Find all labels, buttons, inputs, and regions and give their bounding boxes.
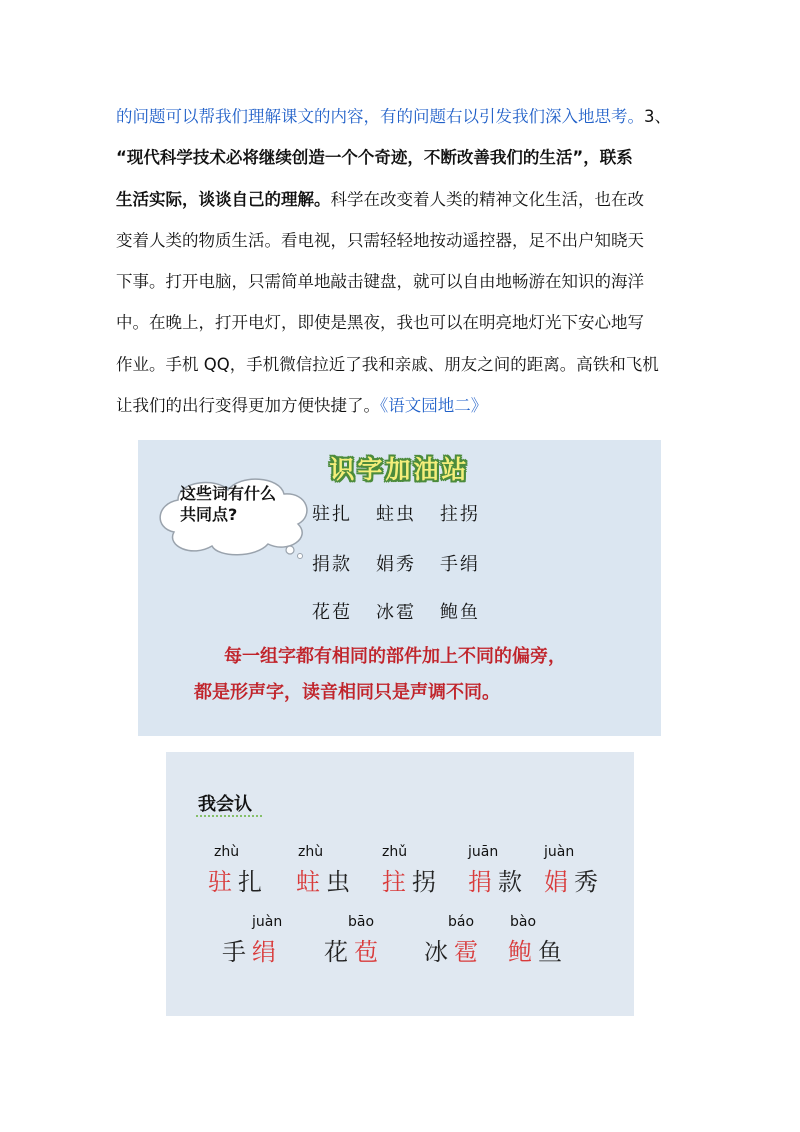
title-underline (196, 815, 262, 817)
word-baoyu (508, 914, 578, 976)
word: 冰雹 (376, 602, 416, 623)
slide-title: 我会认 (198, 794, 252, 815)
word-huabao (324, 914, 394, 976)
slide-literacy-station (138, 440, 661, 736)
word: 花苞 (312, 602, 352, 623)
answer-text: 作业。手机 QQ，手机微信拉近了我和亲戚、朋友之间的距离。高铁和飞机 (116, 354, 659, 374)
paragraph-line-8 (116, 385, 696, 426)
paragraph (116, 96, 696, 426)
word-bingbao (424, 914, 494, 976)
section-link[interactable]: 《语文园地二》 (380, 396, 488, 416)
word-row-2 (312, 550, 504, 576)
question-heading: “现代科学技术必将继续创造一个个奇迹，不断改善我们的生活”，联系 (116, 148, 633, 168)
answer-text: 下事。打开电脑，只需简单地敲击键盘，就可以自由地畅游在知识的海洋 (116, 272, 644, 292)
word-row-1 (312, 500, 504, 526)
paragraph-line-5 (116, 261, 696, 302)
question-text: 的问题可以帮我们理解课文的内容，有的问题右以引发我们深入地思考。 (116, 107, 644, 126)
word: 拄拐 (440, 504, 480, 525)
paragraph-line-4 (116, 220, 696, 261)
word-zhuchong (296, 844, 366, 906)
explanation-line-1: 每一组字都有相同的部件加上不同的偏旁， (224, 646, 566, 667)
answer-text: 科学在改变着人类的精神文化生活，也在改 (330, 189, 644, 209)
hanzi: 蛀虫 (296, 868, 356, 896)
word-zhuzha (208, 844, 278, 906)
explanation-line-2: 都是形声字，读音相同只是声调不同。 (194, 682, 500, 703)
paragraph-line-6 (116, 302, 696, 343)
word: 鲍鱼 (440, 602, 480, 623)
hanzi: 拄拐 (382, 868, 442, 896)
word: 娟秀 (376, 554, 416, 575)
pinyin: bào (510, 914, 537, 930)
hanzi: 驻扎 (208, 868, 268, 896)
answer-text: 让我们的出行变得更加方便快捷了。 (116, 396, 380, 416)
hanzi: 捐款 (468, 868, 528, 896)
slide-title: 识字加油站 (329, 455, 470, 484)
pinyin: báo (448, 914, 475, 930)
word-row-3 (312, 598, 504, 624)
pinyin: zhù (214, 844, 240, 860)
hanzi: 花苞 (324, 938, 384, 966)
slide-i-can-read (166, 752, 634, 1016)
item-number: 3、 (644, 107, 671, 126)
pinyin: zhǔ (382, 844, 408, 860)
hanzi: 冰雹 (424, 938, 484, 966)
word-zhuguai (382, 844, 452, 906)
word: 驻扎 (312, 504, 352, 525)
word-shoujuan (222, 914, 292, 976)
word: 捐款 (312, 554, 352, 575)
pinyin: juàn (252, 914, 283, 930)
answer-text: 变着人类的物质生活。看电视，只需轻轻地按动遥控器，足不出户知晓天 (116, 230, 644, 250)
word-juanxiu (544, 844, 614, 906)
pinyin: zhù (298, 844, 324, 860)
paragraph-line-7 (116, 344, 696, 385)
paragraph-line-1 (116, 96, 696, 137)
word: 蛀虫 (376, 504, 416, 525)
word: 手绢 (440, 554, 480, 575)
hanzi: 手绢 (222, 938, 282, 966)
paragraph-line-3 (116, 179, 696, 220)
hanzi: 娟秀 (544, 868, 604, 896)
pinyin: juàn (544, 844, 575, 860)
pinyin: juān (468, 844, 499, 860)
answer-text: 中。在晚上，打开电灯，即使是黑夜，我也可以在明亮地灯光下安心地写 (116, 313, 644, 333)
bubble-question: 这些词有什么共同点? (180, 484, 277, 524)
question-heading-end: 生活实际，谈谈自己的理解。 (116, 189, 331, 209)
pinyin: bāo (348, 914, 375, 930)
word-juankuan (468, 844, 538, 906)
paragraph-line-2 (116, 137, 696, 178)
hanzi: 鲍鱼 (508, 938, 568, 966)
